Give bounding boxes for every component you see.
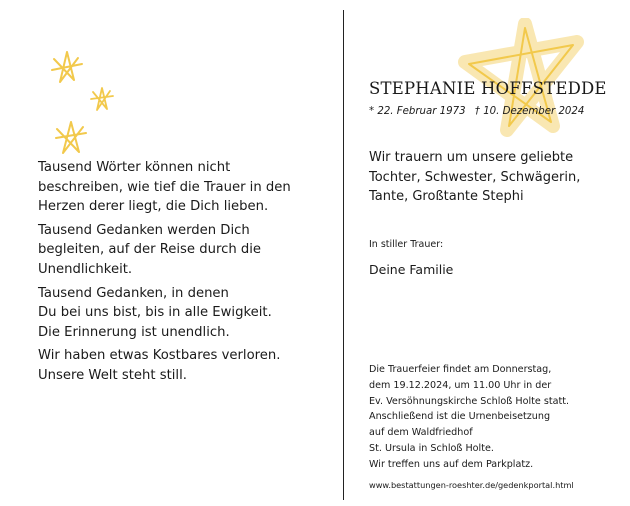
poem-line: Die Erinnerung ist unendlich. (38, 324, 230, 340)
poem-line: Du bei uns bist, bis in alle Ewigkeit. (38, 305, 272, 321)
mourning-line: Tante, Großtante Stephi (369, 189, 524, 204)
funeral-line: Die Trauerfeier findet am Donnerstag, (369, 364, 552, 375)
death-date: † 10. Dezember 2024 (474, 106, 585, 117)
mourning-text (369, 148, 609, 207)
poem-stanza (38, 221, 328, 280)
poem-line: Unendlichkeit. (38, 261, 133, 277)
family-signature: Deine Familie (369, 262, 454, 277)
funeral-line: Ev. Versöhnungskirche Schloß Holte statt. (369, 395, 570, 407)
life-dates (369, 106, 590, 117)
poem-line: Unsere Welt steht still. (38, 367, 187, 383)
poem-line: begleiten, auf der Reise durch die (38, 242, 262, 258)
poem-line: Tausend Gedanken werden Dich (38, 222, 250, 238)
funeral-line: St. Ursula in Schloß Holte. (369, 442, 494, 454)
poem (38, 158, 328, 390)
funeral-line: dem 19.12.2024, um 11.00 Uhr in der (369, 379, 552, 391)
star-icon (48, 50, 86, 84)
center-divider (343, 10, 344, 500)
website-link[interactable]: www.bestattungen-roeshter.de/gedenkportal.html (369, 480, 574, 490)
star-icon (52, 120, 90, 156)
funeral-info (369, 362, 609, 473)
funeral-line: auf dem Waldfriedhof (369, 427, 473, 439)
funeral-line: Anschließend ist die Urnenbeisetzung (369, 411, 551, 423)
poem-line: Wir haben etwas Kostbares verloren. (38, 348, 281, 364)
still-label: In stiller Trauer: (369, 239, 444, 250)
star-icon (88, 86, 116, 112)
poem-line: Tausend Gedanken, in denen (38, 285, 229, 301)
mourning-line: Wir trauern um unsere geliebte (369, 150, 574, 165)
poem-stanza (38, 158, 328, 217)
birth-date: * 22. Februar 1973 (369, 106, 466, 117)
poem-stanza (38, 346, 328, 385)
poem-line: beschreiben, wie tief die Trauer in den (38, 179, 291, 195)
deceased-name: STEPHANIE HOFFSTEDDE (369, 79, 607, 98)
poem-line: Herzen derer liegt, die Dich lieben. (38, 199, 269, 215)
star-icon (455, 18, 585, 138)
funeral-line: Wir treffen uns auf dem Parkplatz. (369, 458, 534, 470)
poem-line: Tausend Wörter können nicht (38, 160, 231, 175)
poem-stanza (38, 284, 328, 343)
mourning-line: Tochter, Schwester, Schwägerin, (369, 169, 581, 185)
